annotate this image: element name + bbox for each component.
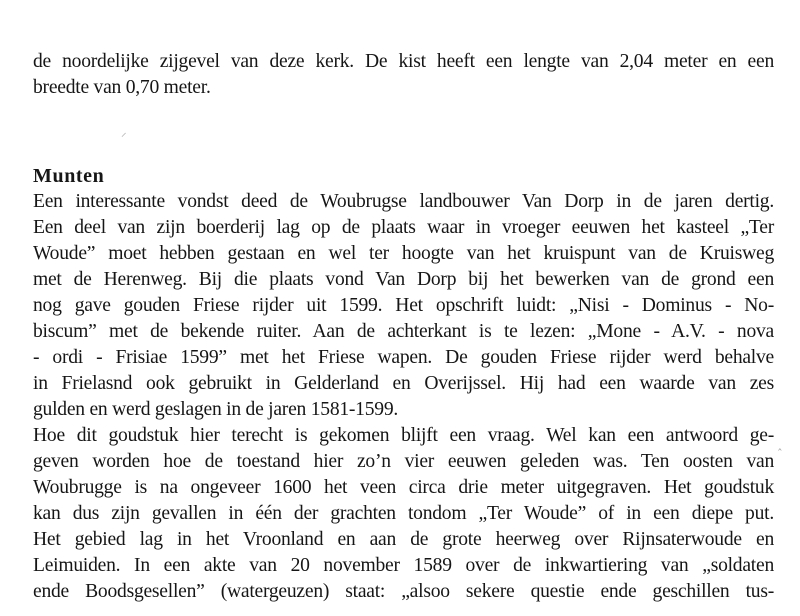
paragraph-1-line-3: Woude” moet hebben gestaan en wel ter hoogte van het kruispunt van de Kruisweg: [33, 243, 774, 264]
intro-line-2: breedte van 0,70 meter.: [33, 77, 211, 98]
paragraph-2-line-5: Het gebied lag in het Vroonland en aan de grote heerweg over Rijnsaterwoude en: [33, 529, 774, 550]
paragraph-2-line-6: Leimuiden. In een akte van 20 november 1589 over de inkwartiering van „soldaten: [33, 555, 774, 576]
scan-speck: ⸝: [121, 127, 127, 139]
section-heading: Munten: [33, 165, 105, 187]
paragraph-2-line-3: Woubrugge is na ongeveer 1600 het veen circa drie meter uitgegraven. Het goudstuk: [33, 477, 774, 498]
paragraph-1-line-1: Een interessante vondst deed de Woubrugse landbouwer Van Dorp in de jaren dertig.: [33, 191, 774, 212]
paragraph-2-line-7: ende Boodsgesellen” (watergeuzen) staat: „alsoo sekere questie ende geschillen tus-: [33, 581, 774, 602]
paragraph-1-line-8: in Frielasnd ook gebruikt in Gelderland en Overijssel. Hij had een waarde van zes: [33, 373, 774, 394]
paragraph-2-line-4: kan dus zijn gevallen in één der grachten tondom „Ter Woude” of in een diepe put.: [33, 503, 774, 524]
paragraph-1-line-6: biscum” met de bekende ruiter. Aan de achterkant is te lezen: „Mone - A.V. - nova: [33, 321, 774, 342]
paragraph-1-line-2: Een deel van zijn boerderij lag op de plaats waar in vroeger eeuwen het kasteel „Ter: [33, 217, 774, 238]
intro-line-1: de noordelijke zijgevel van deze kerk. De kist heeft een lengte van 2,04 meter en een: [33, 51, 774, 72]
paragraph-1-line-4: met de Herenweg. Bij die plaats vond Van Dorp bij het bewerken van de grond een: [33, 269, 774, 290]
margin-mark: ‸: [778, 439, 782, 451]
paragraph-1-line-9: gulden en werd geslagen in de jaren 1581-1599.: [33, 399, 399, 420]
paragraph-1-line-7: - ordi - Frisiae 1599” met het Friese wapen. De gouden Friese rijder werd behalve: [33, 347, 774, 368]
paragraph-1-line-5: nog gave gouden Friese rijder uit 1599. Het opschrift luidt: „Nisi - Dominus - No-: [33, 295, 774, 316]
paragraph-2-line-1: Hoe dit goudstuk hier terecht is gekomen blijft een vraag. Wel kan een antwoord ge-: [33, 425, 774, 446]
paragraph-2-line-2: geven worden hoe de toestand hier zo’n vier eeuwen geleden was. Ten oosten van: [33, 451, 774, 472]
